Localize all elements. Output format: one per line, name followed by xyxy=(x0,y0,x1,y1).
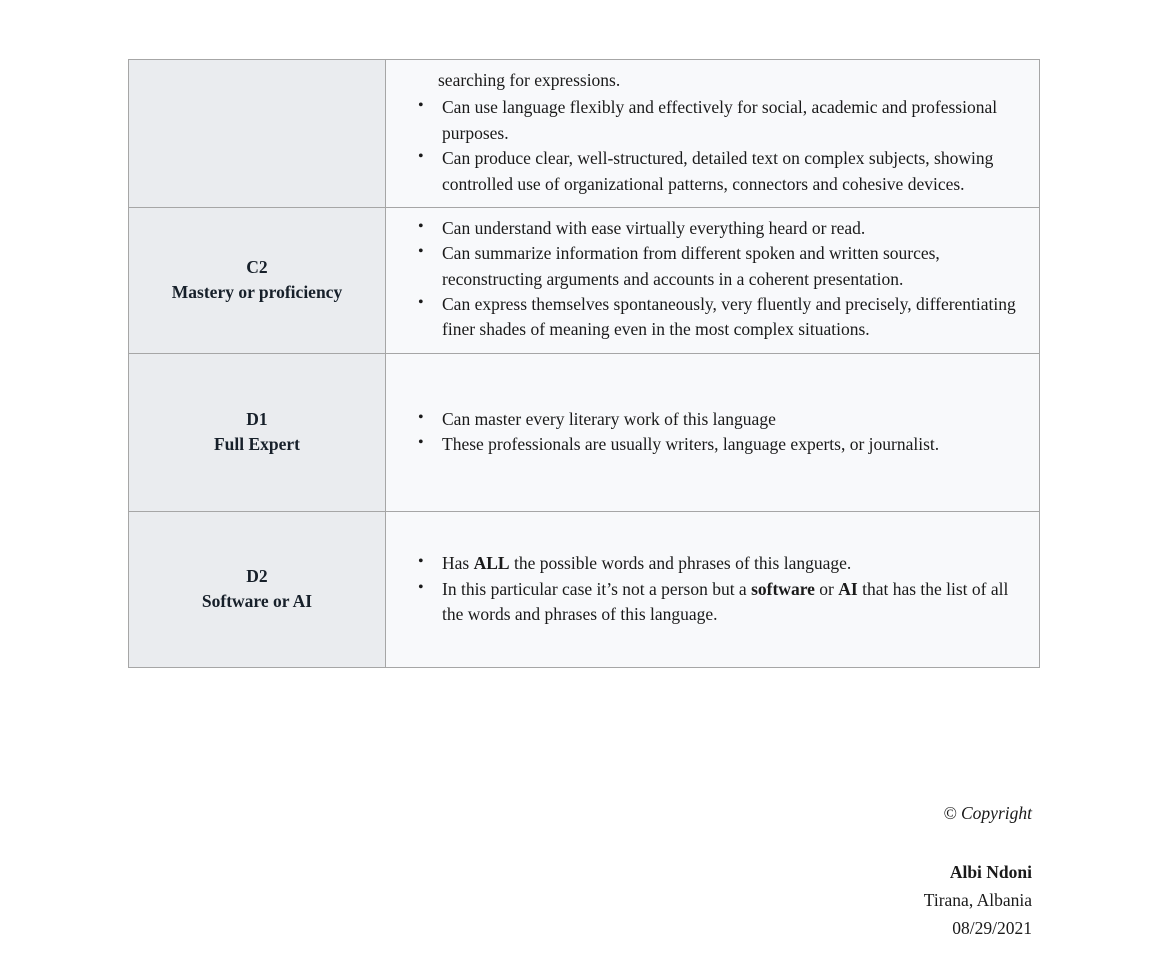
table-row xyxy=(129,60,1040,208)
document-footer xyxy=(612,800,1032,942)
list-item: • Has ALL the possible words and phrases of this language. xyxy=(396,551,1029,576)
level-code: D1 xyxy=(246,409,268,430)
author-location: Tirana, Albania xyxy=(923,890,1032,911)
list-item: • In this particular case it’s not a person but a software or AI that has the list of all the words and phrases of this language. xyxy=(396,577,1029,628)
level-cell xyxy=(129,60,386,208)
table-row xyxy=(129,353,1040,511)
level-name: Full Expert xyxy=(213,434,301,455)
table-row xyxy=(129,207,1040,353)
list-item: • Can understand with ease virtually everything heard or read. xyxy=(396,216,1029,241)
cefr-levels-table xyxy=(128,59,1040,668)
description-list xyxy=(396,551,1029,627)
level-name: Mastery or proficiency xyxy=(171,282,343,303)
list-item: • Can produce clear, well-structured, detailed text on complex subjects, showing controlled use of organizational patterns, connectors and cohesive devices. xyxy=(396,146,1029,197)
list-item: • Can use language flexibly and effectively for social, academic and professional purposes. xyxy=(396,95,1029,146)
level-cell xyxy=(129,511,386,667)
description-cell xyxy=(386,207,1040,353)
description-cell xyxy=(386,511,1040,667)
list-item: • These professionals are usually writers, language experts, or journalist. xyxy=(396,432,1029,457)
table-body xyxy=(129,60,1040,668)
level-cell xyxy=(129,353,386,511)
description-list xyxy=(396,95,1029,197)
author-name: Albi Ndoni xyxy=(949,862,1032,883)
list-item: • Can express themselves spontaneously, very fluently and precisely, differentiating finer shades of meaning even in the most complex situations. xyxy=(396,292,1029,343)
document-date: 08/29/2021 xyxy=(952,918,1032,939)
level-cell xyxy=(129,207,386,353)
level-code: D2 xyxy=(246,566,268,587)
level-name: Software or AI xyxy=(201,591,313,612)
description-list xyxy=(396,407,1029,458)
description-list xyxy=(396,216,1029,343)
list-item: • Can master every literary work of this language xyxy=(396,407,1029,432)
description-cell xyxy=(386,60,1040,208)
copyright-text: © Copyright xyxy=(943,803,1032,823)
list-item: • Can summarize information from different spoken and written sources, reconstructing arguments and accounts in a coherent presentation. xyxy=(396,241,1029,292)
level-code: C2 xyxy=(246,257,268,278)
lead-text: searching for expressions. xyxy=(438,70,621,90)
table-row xyxy=(129,511,1040,667)
description-cell xyxy=(386,353,1040,511)
